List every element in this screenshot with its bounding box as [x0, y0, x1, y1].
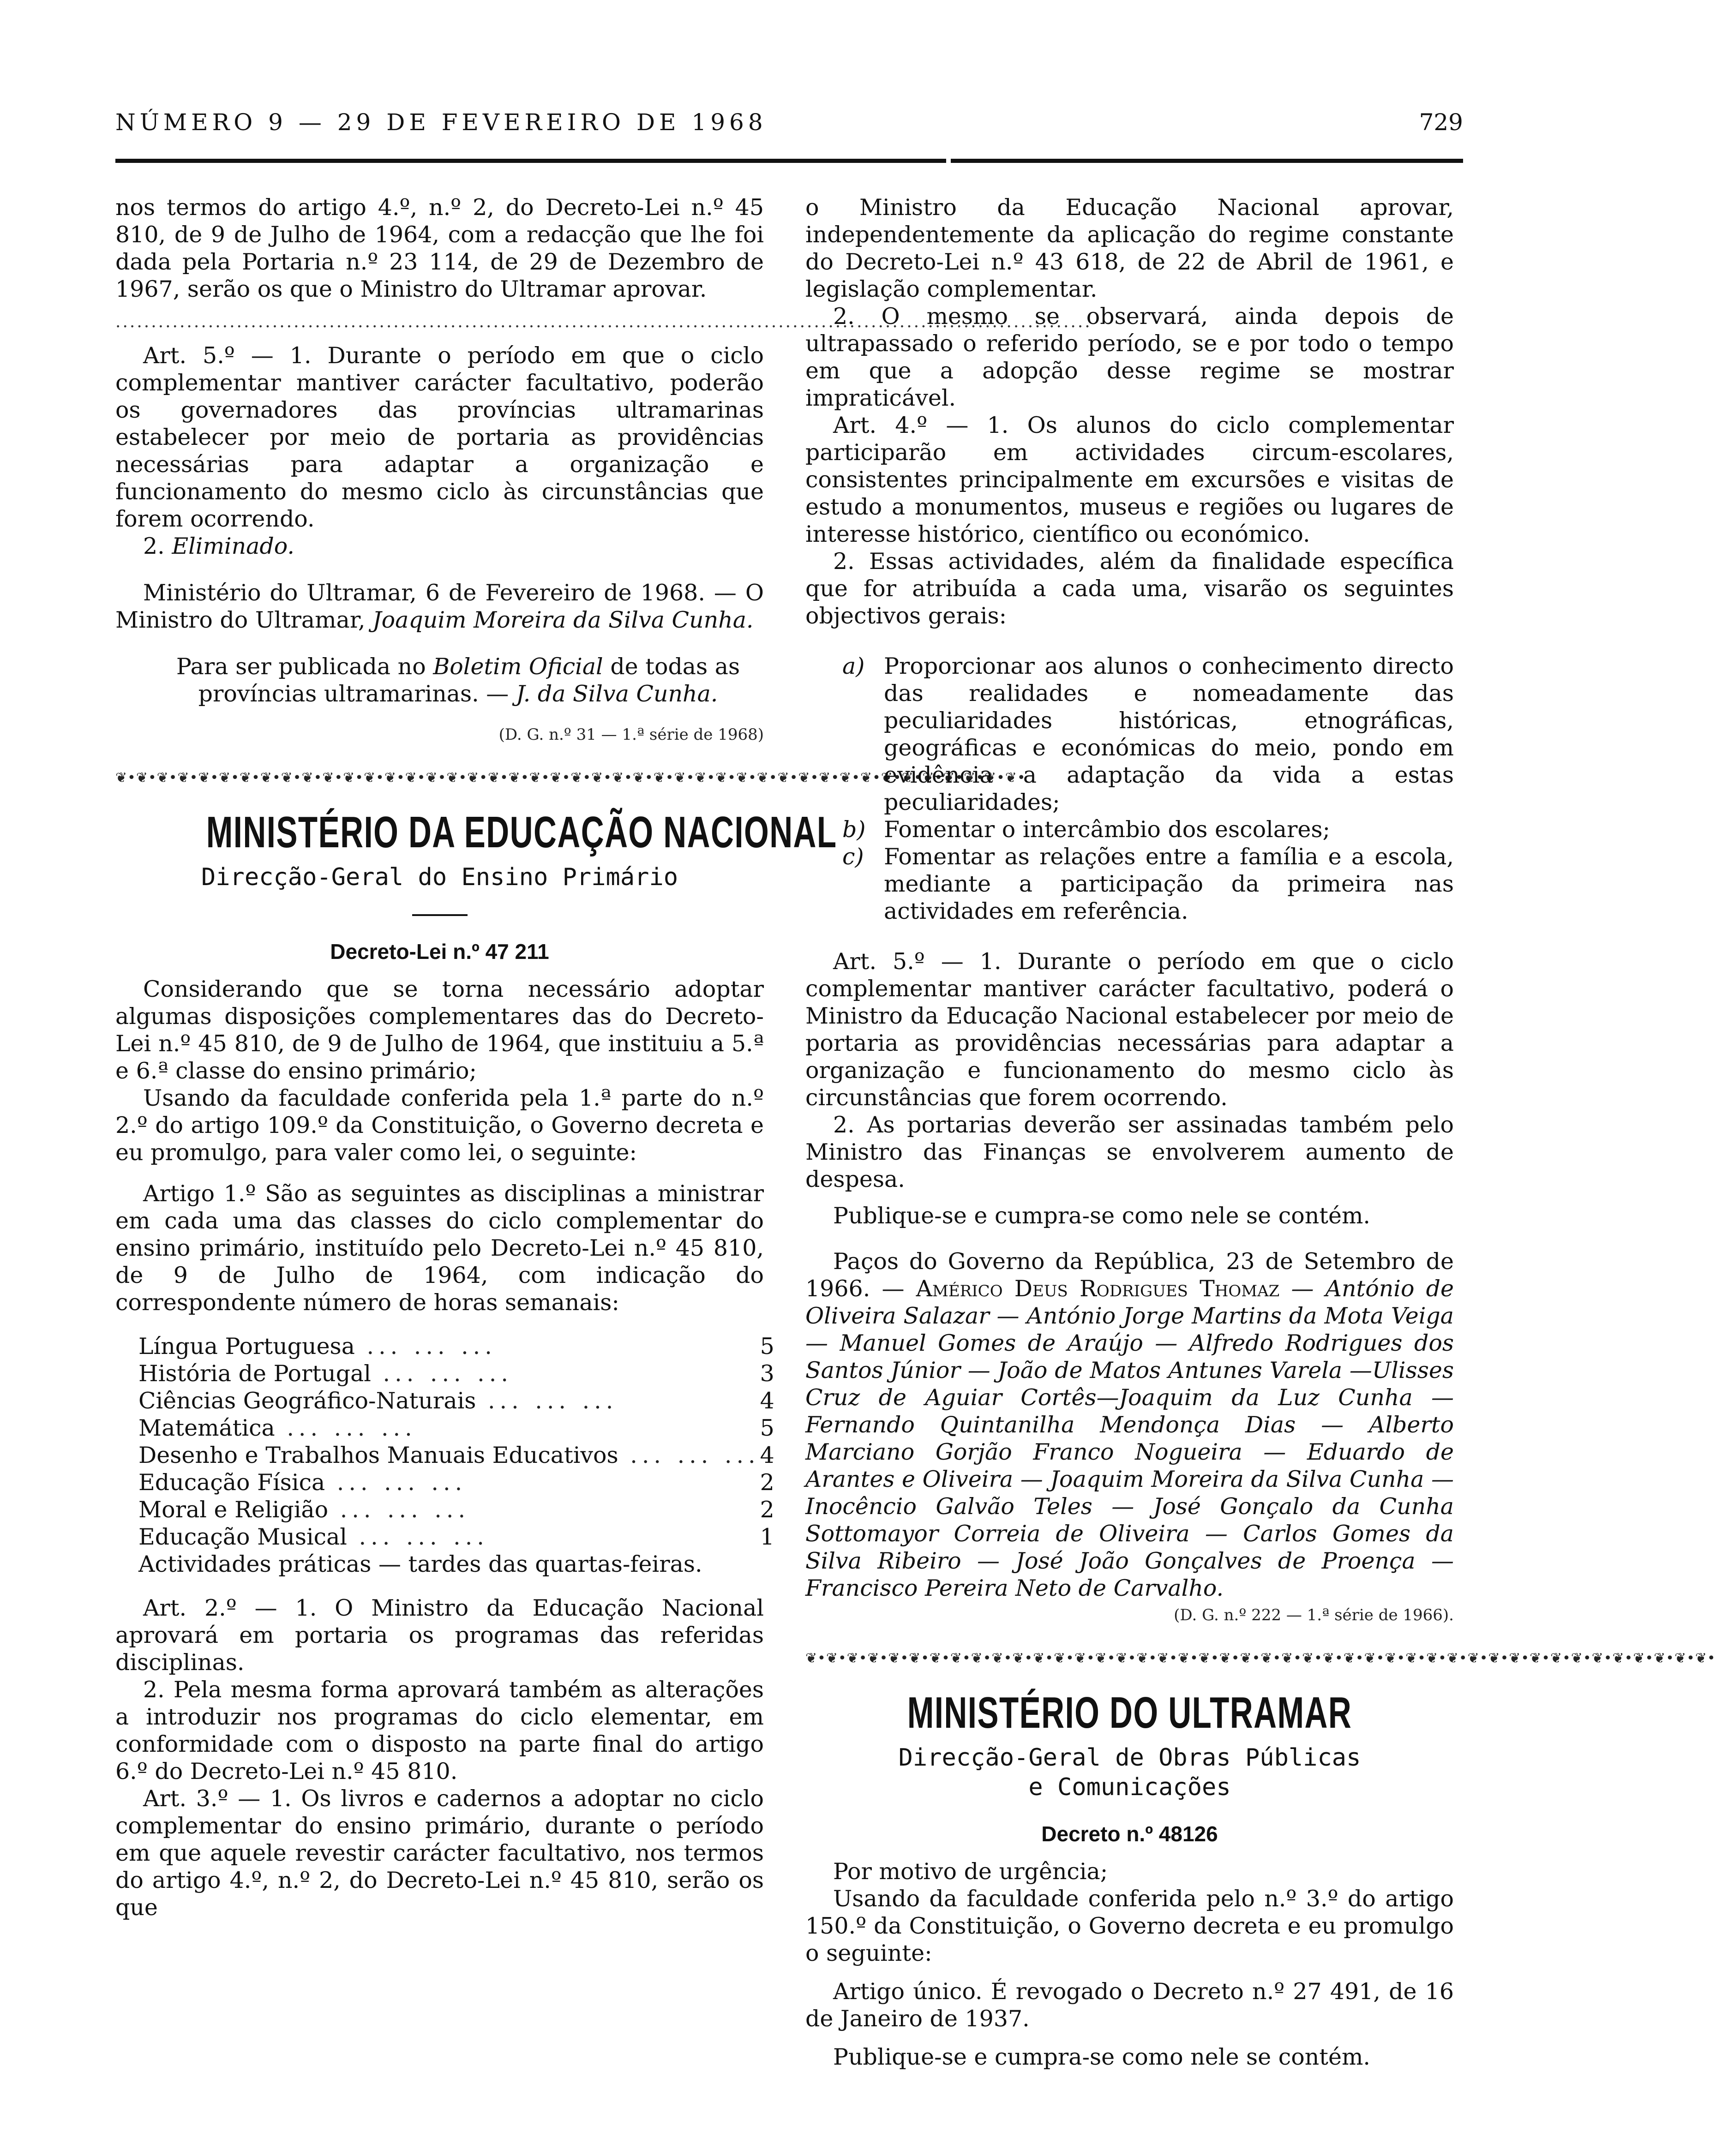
- page-number: 729: [1419, 109, 1463, 136]
- objective-text: Proporcionar aos alunos o conhecimento directo das realidades e nomeadamente das peculiaridades históricas, etnográficas, geográficas e económicas do meio, pondo em evidência a adaptação da vida a estas peculiaridades;: [884, 653, 1454, 815]
- page-header: [115, 109, 1463, 141]
- weekly-hours: 2: [760, 1469, 774, 1496]
- article-2-1: Art. 2.º — 1. O Ministro da Educação Nacional aprovará em portaria os programas das referidas disciplinas.: [115, 1595, 764, 1676]
- decree-title-right: Decreto n.º 48126: [1041, 1822, 1218, 1846]
- header-rule-right: [951, 159, 1463, 163]
- discipline-row: [138, 1551, 774, 1578]
- source-reference-right: (D. G. n.º 222 — 1.ª série de 1966).: [1174, 1606, 1454, 1624]
- discipline-name: Matemática: [138, 1415, 275, 1441]
- weekly-hours: 2: [760, 1497, 774, 1523]
- using-powers-paragraph-right: Usando da faculdade conferida pelo n.º 3.º do artigo 150.º da Constituição, o Governo decreta e eu promulgo o seguinte:: [805, 1886, 1454, 1966]
- disciplines-table: [138, 1333, 774, 1578]
- weekly-hours: 3: [760, 1360, 774, 1387]
- discipline-row: Desenho e Trabalhos Manuais Educativos ... ... ... 4: [138, 1442, 774, 1468]
- article-1: Artigo 1.º São as seguintes as disciplinas a ministrar em cada uma das classes do ciclo complementar do ensino primário, instituído pelo Decreto-Lei n.º 45 810, de 9 de Julho de 1964, com indicação do correspondente número de horas semanais:: [115, 1180, 764, 1316]
- article-5-1-right: Art. 5.º — 1. Durante o período em que o ciclo complementar mantiver carácter facultativo, poderá o Ministro da Educação Nacional estabelecer por meio de portaria as providências necessárias para adaptar a organização e funcionamento do mesmo ciclo às circunstâncias que forem ocorrendo.: [805, 948, 1454, 1111]
- right-column: [805, 194, 1716, 2119]
- weekly-hours: 5: [760, 1415, 774, 1441]
- publique-paragraph: Publique-se e cumpra-se como nele se contém.: [833, 1203, 1370, 1229]
- header-rule: [115, 159, 946, 163]
- source-reference: (D. G. n.º 31 — 1.ª série de 1968): [498, 725, 764, 744]
- continuation-paragraph: nos termos do artigo 4.º, n.º 2, do Decreto-Lei n.º 45 810, de 9 de Julho de 1964, com a redacção que lhe foi dada pela Portaria n.º 23 114, de 29 de Dezembro de 1967, serão os que o Ministro do Ultramar aprovar.: [115, 194, 764, 302]
- objective-item: [842, 816, 1454, 843]
- discipline-name: Actividades práticas — tardes das quartas-feiras.: [138, 1551, 702, 1577]
- directorate-title-right: Direcção-Geral de Obras Públicas e Comunicações: [898, 1744, 1361, 1801]
- discipline-name: Educação Física: [138, 1469, 325, 1496]
- discipline-row: Moral e Religião ... ... ... 2: [138, 1497, 774, 1523]
- weekly-hours: 1: [760, 1524, 774, 1550]
- objective-label: c): [842, 844, 864, 870]
- urgency-paragraph: Por motivo de urgência;: [833, 1858, 1108, 1885]
- ministry-title-right: MINISTÉRIO DO ULTRAMAR: [907, 1688, 1352, 1737]
- discipline-name: Ciências Geográfico-Naturais: [138, 1388, 476, 1414]
- article-4-2: 2. Essas actividades, além da finalidade específica que for atribuída a cada uma, visarão os seguintes objectivos gerais:: [805, 548, 1454, 629]
- using-powers-paragraph: Usando da faculdade conferida pela 1.ª parte do n.º 2.º do artigo 109.º da Constituição, o Governo decreta e eu promulgo, para valer como lei, o seguinte:: [115, 1085, 764, 1166]
- weekly-hours: [760, 1551, 774, 1578]
- short-divider: [412, 914, 468, 916]
- sole-article: Artigo único. É revogado o Decreto n.º 27 491, de 16 de Janeiro de 1937.: [805, 1978, 1454, 2032]
- discipline-name: Educação Musical: [138, 1524, 347, 1550]
- ornament-divider-right: ❦•❦•❦•❦•❦•❦•❦•❦•❦•❦•❦•❦•❦•❦•❦•❦•❦•❦•❦•❦•❦•❦•❦•❦•❦•❦•❦•❦•❦•❦•❦•❦•❦•❦•❦•❦•❦•❦•❦•❦•❦•❦•❦•❦•: [805, 1650, 1716, 1666]
- discipline-name: Desenho e Trabalhos Manuais Educativos: [138, 1442, 618, 1468]
- objectives-list: [805, 653, 1454, 925]
- publication-note: Para ser publicada no Boletim Oficial de todas as províncias ultramarinas. — J. da Silva Cunha.: [176, 653, 740, 707]
- signature-block: Ministério do Ultramar, 6 de Fevereiro de 1968. — O Ministro do Ultramar, Joaquim Moreira da Silva Cunha.: [115, 580, 764, 633]
- discipline-name: Língua Portuguesa: [138, 1333, 355, 1359]
- discipline-row: Língua Portuguesa ... ... ... 5: [138, 1333, 774, 1359]
- publique-paragraph-right: Publique-se e cumpra-se como nele se contém.: [833, 2044, 1370, 2070]
- objective-text: Fomentar o intercâmbio dos escolares;: [884, 816, 1331, 843]
- ornament-divider: ❦•❦•❦•❦•❦•❦•❦•❦•❦•❦•❦•❦•❦•❦•❦•❦•❦•❦•❦•❦•❦•❦•❦•❦•❦•❦•❦•❦•❦•❦•❦•❦•❦•❦•❦•❦•❦•❦•❦•❦•❦•❦•❦•❦•: [115, 770, 1026, 786]
- issue-line: NÚMERO 9 — 29 DE FEVEREIRO DE 1968: [115, 109, 767, 136]
- president-name: Américo Deus Rodrigues Thomaz: [916, 1276, 1280, 1302]
- article-5-2: 2. Eliminado.: [143, 533, 294, 559]
- objective-label: a): [842, 653, 865, 679]
- discipline-row: Educação Musical ... ... ... 1: [138, 1524, 774, 1550]
- weekly-hours: 4: [760, 1388, 774, 1414]
- weekly-hours: 4: [760, 1442, 774, 1468]
- discipline-name: História de Portugal: [138, 1360, 371, 1387]
- ministers-names: — António de Oliveira Salazar — António Jorge Martins da Mota Veiga — Manuel Gomes de Araújo — Alfredo Rodrigues dos Santos Júnior — João de Matos Antunes Varela —Ulisses Cruz de Aguiar Cortês—Joaquim da Luz Cunha — Fernando Quintanilha Mendonça Dias — Alberto Marciano Gorjão Franco Nogueira — Eduardo de Arantes e Oliveira — Joaquim Moreira da Silva Cunha — Inocêncio Galvão Teles — José Gonçalo da Cunha Sottomayor Correia de Oliveira — Carlos Gomes da Silva Ribeiro — José João Gonçalves de Proença — Francisco Pereira Neto de Carvalho.: [805, 1276, 1454, 1601]
- directorate-title: Direcção-Geral do Ensino Primário: [201, 863, 678, 891]
- article-4-1: Art. 4.º — 1. Os alunos do ciclo complementar participarão em actividades circum-escolares, consistentes principalmente em excursões e visitas de estudo a monumentos, museus e regiões ou lugares de interesse histórico, científico ou económico.: [805, 412, 1454, 547]
- article-2-2: 2. Pela mesma forma aprovará também as alterações a introduzir nos programas do ciclo elementar, em conformidade com o disposto na parte final do artigo 6.º do Decreto-Lei n.º 45 810.: [115, 1677, 764, 1785]
- objective-item: [842, 843, 1454, 925]
- article-3-2: 2. O mesmo se observará, ainda depois de ultrapassado o referido período, se e por todo o tempo em que a adopção desse regime se mostrar impraticável.: [805, 303, 1454, 411]
- objective-text: Fomentar as relações entre a família e a escola, mediante a participação da primeira nas actividades em referência.: [884, 844, 1454, 924]
- discipline-row: História de Portugal ... ... ... 3: [138, 1360, 774, 1387]
- decree-title: Decreto-Lei n.º 47 211: [330, 940, 549, 964]
- article-5-2-right: 2. As portarias deverão ser assinadas também pelo Ministro das Finanças se envolverem aumento de despesa.: [805, 1112, 1454, 1192]
- discipline-row: Ciências Geográfico-Naturais ... ... ... 4: [138, 1388, 774, 1414]
- weekly-hours: 5: [760, 1333, 774, 1359]
- discipline-name: Moral e Religião: [138, 1497, 329, 1523]
- article-3-1: Art. 3.º — 1. Os livros e cadernos a adoptar no ciclo complementar do ensino primário, durante o período em que aquele revestir carácter facultativo, nos termos do artigo 4.º, n.º 2, do Decreto-Lei n.º 45 810, serão os que: [115, 1785, 764, 1921]
- discipline-row: Matemática ... ... ... 5: [138, 1415, 774, 1441]
- article-5-1: Art. 5.º — 1. Durante o período em que o ciclo complementar mantiver carácter facultativo, poderão os governadores das províncias ultramarinas estabelecer por meio de portaria as providências necessárias para adaptar a organização e funcionamento do mesmo ciclo às circunstâncias que forem ocorrendo.: [115, 342, 764, 532]
- continuation-paragraph-right: o Ministro da Educação Nacional aprovar, independentemente da aplicação do regime constante do Decreto-Lei n.º 43 618, de 22 de Abril de 1961, e legislação complementar.: [805, 194, 1454, 302]
- considering-paragraph: Considerando que se torna necessário adoptar algumas disposições complementares das do Decreto-Lei n.º 45 810, de 9 de Julho de 1964, que instituiu a 5.ª e 6.ª classe do ensino primário;: [115, 976, 764, 1084]
- elision-dots: .........................................................................................................................................: [115, 312, 1092, 331]
- objective-item: [842, 653, 1454, 816]
- signatories-block: Paços do Governo da República, 23 de Setembro de 1966. — Américo Deus Rodrigues Thomaz — António de Oliveira Salazar — António Jorge Martins da Mota Veiga — Manuel Gomes de Araújo — Alfredo Rodrigues dos Santos Júnior — João de Matos Antunes Varela —Ulisses Cruz de Aguiar Cortês—Joaquim da Luz Cunha — Fernando Quintanilha Mendonça Dias — Alberto Marciano Gorjão Franco Nogueira — Eduardo de Arantes e Oliveira — Joaquim Moreira da Silva Cunha — Inocêncio Galvão Teles — José Gonçalo da Cunha Sottomayor Correia de Oliveira — Carlos Gomes da Silva Ribeiro — José João Gonçalves de Proença — Francisco Pereira Neto de Carvalho.: [805, 1248, 1454, 1601]
- discipline-row: Educação Física ... ... ... 2: [138, 1469, 774, 1496]
- objective-label: b): [842, 816, 866, 843]
- ministry-title: MINISTÉRIO DA EDUCAÇÃO NACIONAL: [206, 808, 837, 857]
